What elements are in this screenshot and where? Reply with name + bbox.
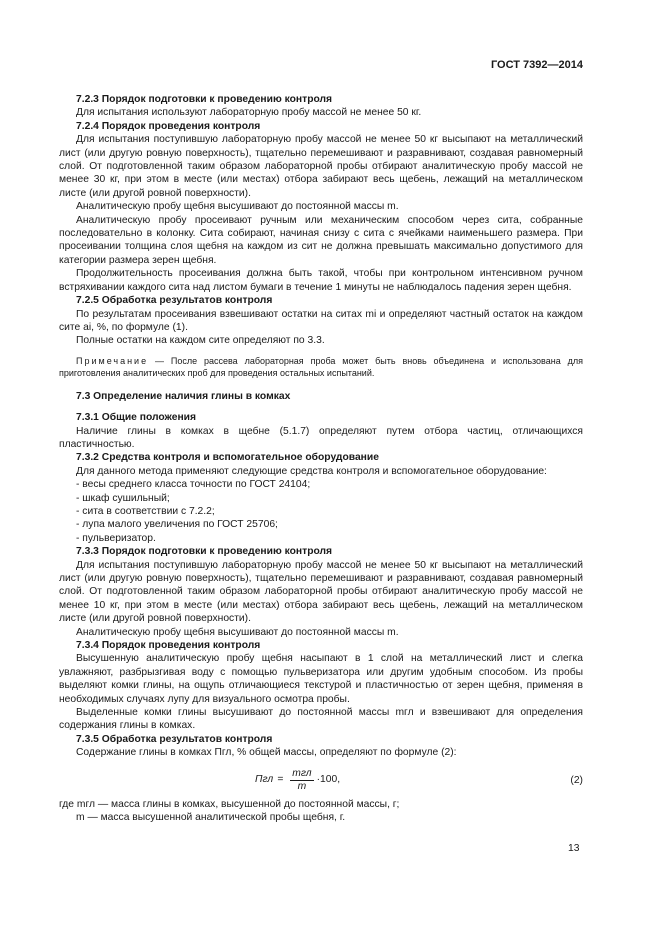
section-heading: 7.3 Определение наличия глины в комках — [76, 390, 291, 402]
paragraph: Наличие глины в комках в щебне (5.1.7) определяют путем отбора частиц, отличающихся пластичностью. — [59, 425, 583, 450]
definition: где mгл — масса глины в комках, высушенной до постоянной массы, г; — [59, 798, 400, 810]
section-heading: 7.2.5 Обработка результатов контроля — [76, 295, 273, 307]
document-body — [59, 93, 583, 825]
note-label: Примечание — [76, 355, 149, 366]
list-item: - лупа малого увеличения по ГОСТ 25706; — [76, 519, 278, 531]
list-item: - весы среднего класса точности по ГОСТ 24104; — [76, 479, 311, 491]
paragraph: Для данного метода применяют следующие средства контроля и вспомогательное оборудование: — [76, 465, 547, 477]
formula-expression: Пгл = $\frac{\text{mгл}}{m}$ ·100, — [255, 767, 341, 792]
section-heading: 7.3.3 Порядок подготовки к проведению контроля — [76, 546, 333, 558]
paragraph: Продолжительность просеивания должна быть такой, чтобы при контрольном интенсивном ручном встряхивании каждого сита над листом бумаги в течение 1 минуты не наблюдалось падения зерен щебня. — [59, 268, 583, 293]
paragraph: Выделенные комки глины высушивают до постоянной массы mгл и взвешивают для определения содержания глины в комках. — [59, 707, 583, 732]
formula-lhs: Пгл — [255, 774, 274, 786]
definition: m — масса высушенной аналитической пробы щебня, г. — [76, 812, 346, 824]
paragraph: Для испытания поступившую лабораторную пробу массой не менее 50 кг высыпают на металлический лист (или другую ровную поверхность), тщательно перемешивают и разравнивают, создавая равномерный слой. От подготовленной таким образом лабораторной пробы отбирают аналитическую пробу массой не менее 10 кг, при этом в месте (или местах) отбора забирают весь щебень, лежащий на металлическом листе (или другой ровной поверхности). — [59, 559, 583, 625]
document-header: ГОСТ 7392—2014 — [490, 59, 583, 71]
section-heading: 7.3.1 Общие положения — [76, 412, 196, 424]
list-item: - шкаф сушильный; — [76, 492, 170, 504]
section-heading: 7.3.2 Средства контроля и вспомогательное оборудование — [76, 452, 379, 464]
formula-fraction — [290, 768, 313, 793]
paragraph: Высушенную аналитическую пробу щебня насыпают в 1 слой на металлический лист и слегка увлажняют, разбрызгивая воду с помощью пульверизатора или другим удобным способом. Из пробы выделяют комки глины, на ощупь отличающиеся текстурой и пластичностью от зерен щебня, применяя в необходимых случаях лупу для визуального осмотра пробы. — [59, 653, 583, 705]
section-heading: 7.3.4 Порядок проведения контроля — [76, 640, 261, 652]
paragraph: По результатам просеивания взвешивают остатки на ситах mi и определяют частный остаток на каждом сите ai, %, по формуле (1). — [59, 308, 583, 333]
list-item: - пульверизатор. — [76, 532, 156, 544]
paragraph: Для испытания используют лабораторную пробу массой не менее 50 кг. — [76, 107, 422, 119]
paragraph: Содержание глины в комках Пгл, % общей массы, определяют по формуле (2): — [76, 747, 457, 759]
section-heading: 7.2.4 Порядок проведения контроля — [76, 120, 261, 132]
formula-denominator: m — [297, 780, 307, 792]
note — [59, 355, 583, 380]
formula-number: (2) — [570, 774, 583, 786]
formula-tail: ·100, — [316, 774, 341, 786]
page-number: 13 — [568, 843, 580, 854]
paragraph: Аналитическую пробу просеивают ручным или механическим способом через сита, собранные последовательно в колонку. Сита собирают, начиная снизу с сита с ячейками наименьшего размера. При просеивании толщина слоя щебня на каждом из сит не должна превышать максимально допустимого для категории размера зерен щебня. — [59, 214, 583, 266]
note-text: — После рассева лабораторная проба может быть вновь объединена и использована для приготовления аналитических проб для проведения остальных испытаний. — [59, 355, 583, 379]
formula-2 — [59, 764, 583, 796]
paragraph: Аналитическую пробу щебня высушивают до постоянной массы m. — [76, 626, 399, 638]
section-heading: 7.2.3 Порядок подготовки к проведению контроля — [76, 94, 333, 105]
paragraph: Полные остатки на каждом сите определяют по 3.3. — [76, 335, 325, 347]
section-heading: 7.3.5 Обработка результатов контроля — [76, 733, 273, 745]
list-item: - сита в соответствии с 7.2.2; — [76, 505, 215, 517]
paragraph: Аналитическую пробу щебня высушивают до постоянной массы m. — [76, 201, 399, 213]
paragraph: Для испытания поступившую лабораторную пробу массой не менее 50 кг высыпают на металлический лист (или другую ровную поверхность), тщательно перемешивают и разравнивают, создавая равномерный слой. От подготовленной таким образом лабораторной пробы отбирают аналитическую пробу массой не менее 30 кг, при этом в месте (или местах) отбора забирают весь щебень, лежащий на металлическом листе (или другой ровной поверхности). — [59, 134, 583, 199]
formula-numerator: mгл — [292, 767, 312, 779]
